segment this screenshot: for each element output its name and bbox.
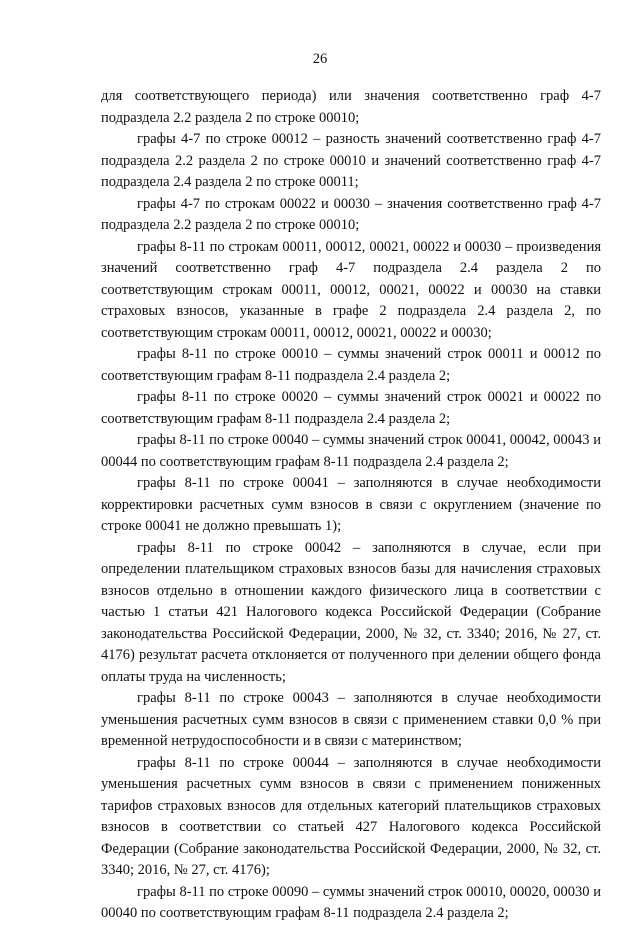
paragraph: графы 8-11 по строке 00041 – заполняются в случае необходимости корректировки расчетных сумм взносов в связи с округлением (значение по строке 00041 не должно превышать 1); [101, 475, 601, 534]
paragraph: графы 8-11 по строке 00040 – суммы значений строк 00041, 00042, 00043 и 00044 по соответствующим графам 8-11 подраздела 2.4 раздела 2; [101, 432, 601, 470]
page-number: 26 [312, 51, 328, 67]
paragraph: графы 8-11 по строке 00043 – заполняются в случае необходимости уменьшения расчетных сумм взносов в связи с применением ставки 0,0 % при временной нетрудоспособности и в связи с материнством; [101, 690, 601, 749]
paragraph: графы 8-11 по строке 00020 – суммы значений строк 00021 и 00022 по соответствующим графам 8-11 подраздела 2.4 раздела 2; [101, 389, 601, 427]
paragraph: графы 4-7 по строкам 00022 и 00030 – значения соответственно граф 4-7 подраздела 2.2 раздела 2 по строке 00010; [101, 195, 601, 233]
paragraph: графы 8-11 по строке 00044 – заполняются в случае необходимости уменьшения расчетных сумм взносов в связи с применением пониженных тарифов страховых взносов для отдельных категорий плательщиков страховых взносов в соответствии со статьей 427 Налогового кодекса Российской Федерации (Собрание законодательства Российской Федерации, 2000, № 32, ст. 3340; 2016, № 27, ст. 4176); [101, 754, 601, 878]
document-body [101, 86, 601, 925]
paragraph: графы 8-11 по строке 00010 – суммы значений строк 00011 и 00012 по соответствующим графам 8-11 подраздела 2.4 раздела 2; [101, 346, 601, 384]
paragraph: графы 4-7 по строке 00012 – разность значений соответственно граф 4-7 подраздела 2.2 раздела 2 по строке 00010 и значений соответственно граф 4-7 подраздела 2.4 раздела 2 по строке 00011; [101, 131, 601, 190]
paragraph: графы 8-11 по строке 00042 – заполняются в случае, если при определении плательщиком страховых взносов базы для начисления страховых взносов отдельно в отношении каждого физического лица в соответствии с частью 1 статьи 421 Налогового кодекса Российской Федерации (Собрание законодательства Российской Федерации, 2000, № 32, ст. 3340; 2016, № 27, ст. 4176) результат расчета отклоняется от полученного при делении общего фонда оплаты труда на численность; [101, 539, 601, 685]
paragraph: графы 8-11 по строке 00090 – суммы значений строк 00010, 00020, 00030 и 00040 по соответствующим графам 8-11 подраздела 2.4 раздела 2; [101, 883, 601, 921]
paragraph: для соответствующего периода) или значения соответственно граф 4-7 подраздела 2.2 раздела 2 по строке 00010; [101, 88, 601, 126]
paragraph: графы 8-11 по строкам 00011, 00012, 00021, 00022 и 00030 – произведения значений соответственно граф 4-7 подраздела 2.4 раздела 2 по соответствующим строкам 00011, 00012, 00021, 00022 и 00030 на ставки страховых взносов, указанные в графе 2 подраздела 2.4 раздела 2, по соответствующим строкам 00011, 00012, 00021, 00022 и 00030; [101, 238, 601, 341]
